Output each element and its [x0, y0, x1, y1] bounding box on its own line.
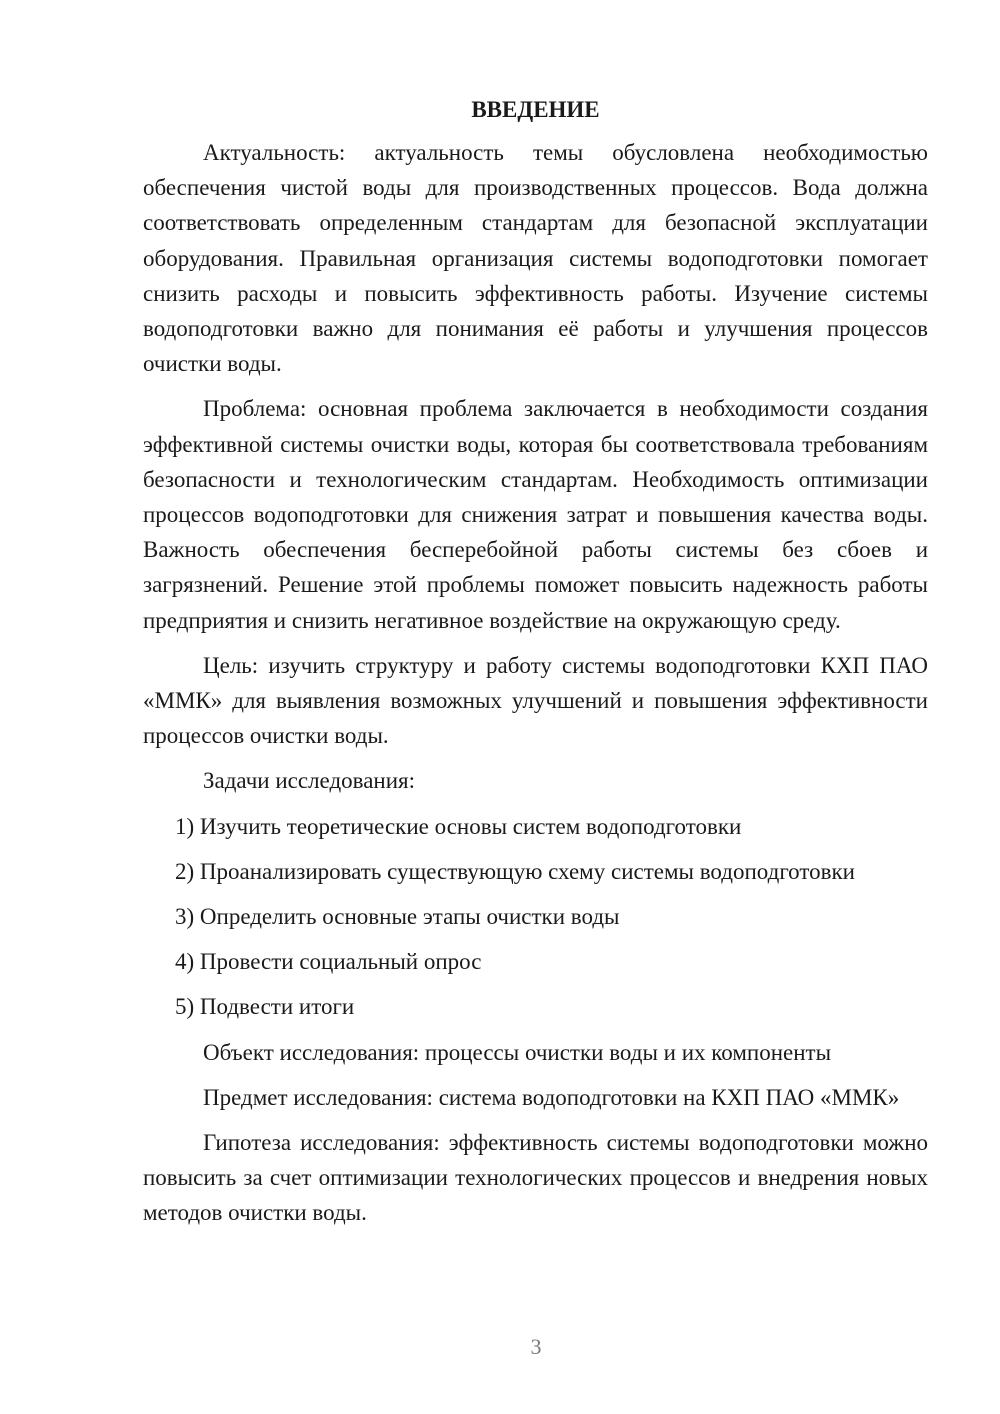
- task-item-1: 1) Изучить теоретические основы систем водоподготовки: [175, 813, 742, 839]
- document-page: [143, 92, 928, 1241]
- paragraph-subject: Предмет исследования: система водоподготовки на КХП ПАО «ММК»: [203, 1084, 900, 1110]
- paragraph-hypothesis: Гипотеза исследования: эффективность системы водоподготовки можно повысить за счет оптимизации технологических процессов и внедрения новых методов очистки воды.: [143, 1130, 928, 1226]
- paragraph-object: Объект исследования: процессы очистки воды и их компоненты: [203, 1039, 832, 1065]
- tasks-heading: Задачи исследования:: [203, 768, 416, 794]
- page-title: ВВЕДЕНИЕ: [471, 97, 600, 122]
- task-item-5: 5) Подвести итоги: [175, 994, 355, 1020]
- task-item-2: 2) Проанализировать существующую схему системы водоподготовки: [175, 858, 855, 884]
- paragraph-goal: Цель: изучить структуру и работу системы водоподготовки КХП ПАО «ММК» для выявления возможных улучшений и повышения эффективности процессов очистки воды.: [143, 652, 928, 749]
- paragraph-problem: Проблема: основная проблема заключается в необходимости создания эффективной системы очистки воды, которая бы соответствовала требованиям безопасности и технологическим стандартам. Необходимость оптимизации процессов водоподготовки для снижения затрат и повышения качества воды. Важность обеспечения бесперебойной работы системы без сбоев и загрязнений. Решение этой проблемы поможет повысить надежность работы предприятия и снизить негативное воздействие на окружающую среду.: [143, 396, 928, 633]
- page-number: 3: [530, 1334, 542, 1359]
- task-item-4: 4) Провести социальный опрос: [175, 949, 482, 975]
- paragraph-relevance: Актуальность: актуальность темы обусловлена необходимостью обеспечения чистой воды для производственных процессов. Вода должна соответствовать определенным стандартам для безопасной эксплуатации оборудования. Правильная организация системы водоподготовки помогает снизить расходы и повысить эффективность работы. Изучение системы водоподготовки важно для понимания её работы и улучшения процессов очистки воды.: [143, 140, 928, 377]
- task-item-3: 3) Определить основные этапы очистки воды: [175, 904, 620, 930]
